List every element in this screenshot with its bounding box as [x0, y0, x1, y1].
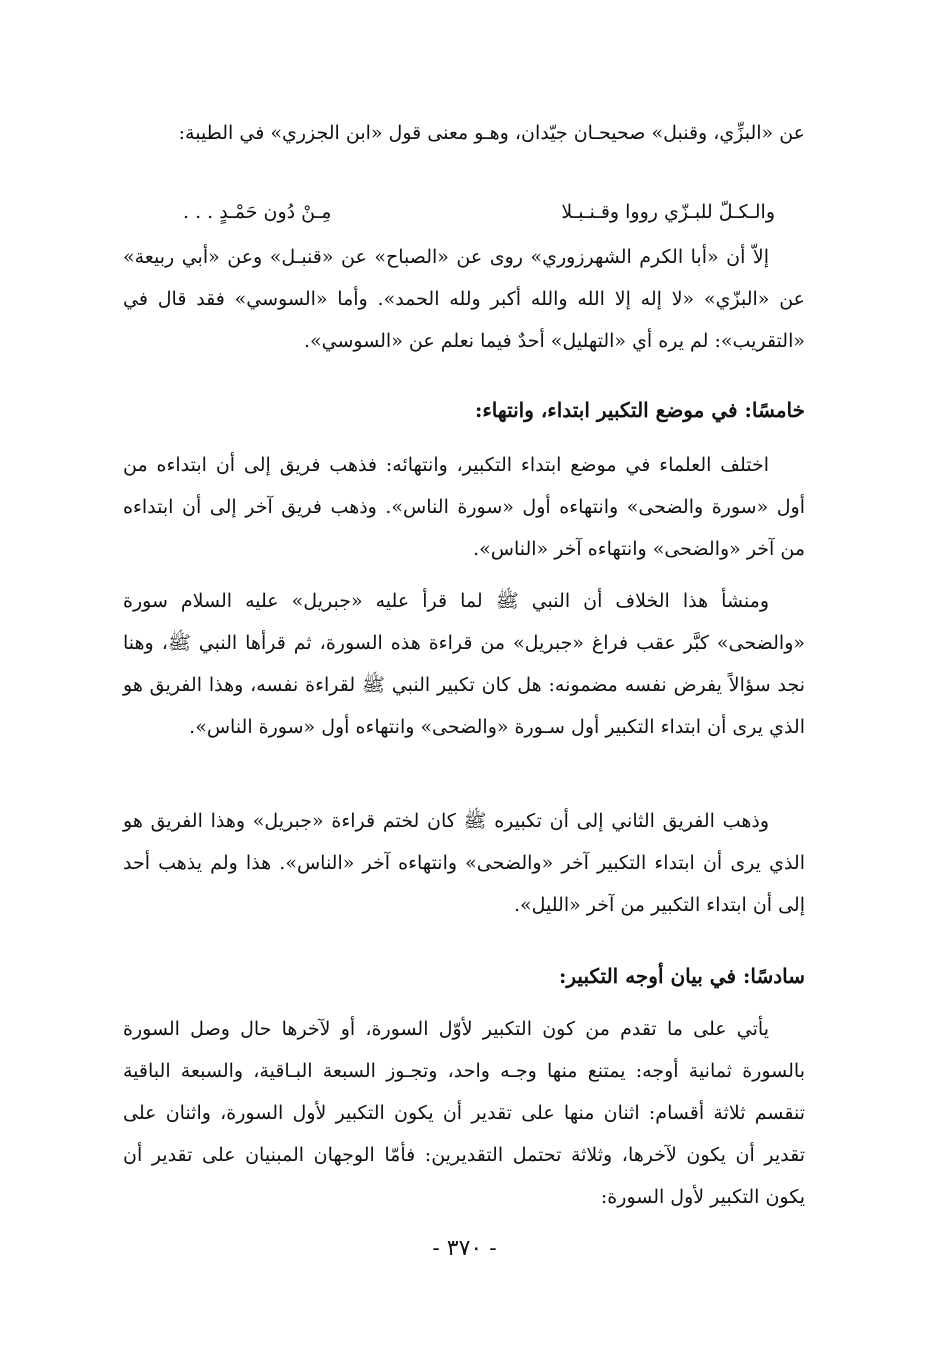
- paragraph-disagreement: اختلف العلماء في موضع ابتداء التكبير، وانتهائه: فذهب فريق إلى أن ابتداءه من أول «سورة والضحى» وانتهاءه أول «سورة الناس». وذهب فريق آخر إلى أن ابتداءه من آخر «والضحى» وانتهاءه آخر «الناس».: [123, 454, 805, 560]
- verse-second-hemistich: مِـنْ دُون حَمْـدٍ . . .: [183, 201, 332, 223]
- verse-first-hemistich: والـكـلّ للبـزّي رووا وقـنـبـلا: [561, 201, 775, 223]
- paragraph-exception: إلاّ أن «أبا الكرم الشهرزوري» روى عن «الصباح» عن «قنبـل» وعن «أبي ربيعة» عن «البزّي» «لا إله إلا الله والله أكبر ولله الحمد». وأما «السوسي» فقد قال في «التقريب»: لم يره أي «التهليل» أحدٌ فيما نعلم عن «السوسي».: [123, 246, 805, 352]
- paragraph-origin: ومنشأ هذا الخلاف أن النبي ﷺ لما قرأ عليه «جبريل» عليه السلام سورة «والضحى» كبَّر عقب فراغ «جبريل» من قراءة هذه السورة، ثم قرأها النبي ﷺ، وهنا نجد سؤالاً يفرض نفسه مضمونه: هل كان تكبير النبي ﷺ لقراءة نفسه، وهذا الفريق هو الذي يرى أن ابتداء التكبير أول سـورة «والضحى» وانتهاءه أول «سورة الناس».: [123, 590, 805, 738]
- section-heading-fifth: خامسًا: في موضع التكبير ابتداء، وانتهاء:: [474, 398, 805, 422]
- section-heading-sixth: سادسًا: في بيان أوجه التكبير:: [559, 964, 805, 988]
- paragraph-second-group: وذهب الفريق الثاني إلى أن تكبيره ﷺ كان لختم قراءة «جبريل» وهذا الفريق هو الذي يرى أن ابتداء التكبير آخر «والضحى» وانتهاءه آخر «الناس». هذا ولم يذهب أحد إلى أن ابتداء التكبير من آخر «الليل».: [123, 810, 805, 916]
- paragraph-intro: عن «البزِّي، وقنبل» صحيحـان جيّدان، وهـو معنى قول «ابن الجزري» في الطيبة:: [178, 122, 805, 144]
- poetry-verse: [123, 192, 805, 232]
- paragraph-eight-ways: يأتي على ما تقدم من كون التكبير لأوّل السورة، أو لآخرها حال وصل السورة بالسورة ثمانية أوجه: يمتنع منها وجـه واحد، وتجـوز السبعة البـاقية، والسبعة الباقية تنقسم ثلاثة أقسام: اثنان منها على تقدير أن يكون التكبير لأول السورة، واثنان على تقدير أن يكون لآخرها، وثلاثة تحتمل التقديرين: فأمّا الوجهان المبنيان على تقدير أن يكون التكبير لأول السورة:: [123, 1018, 805, 1208]
- page-number: - ٣٧٠ -: [432, 1236, 497, 1261]
